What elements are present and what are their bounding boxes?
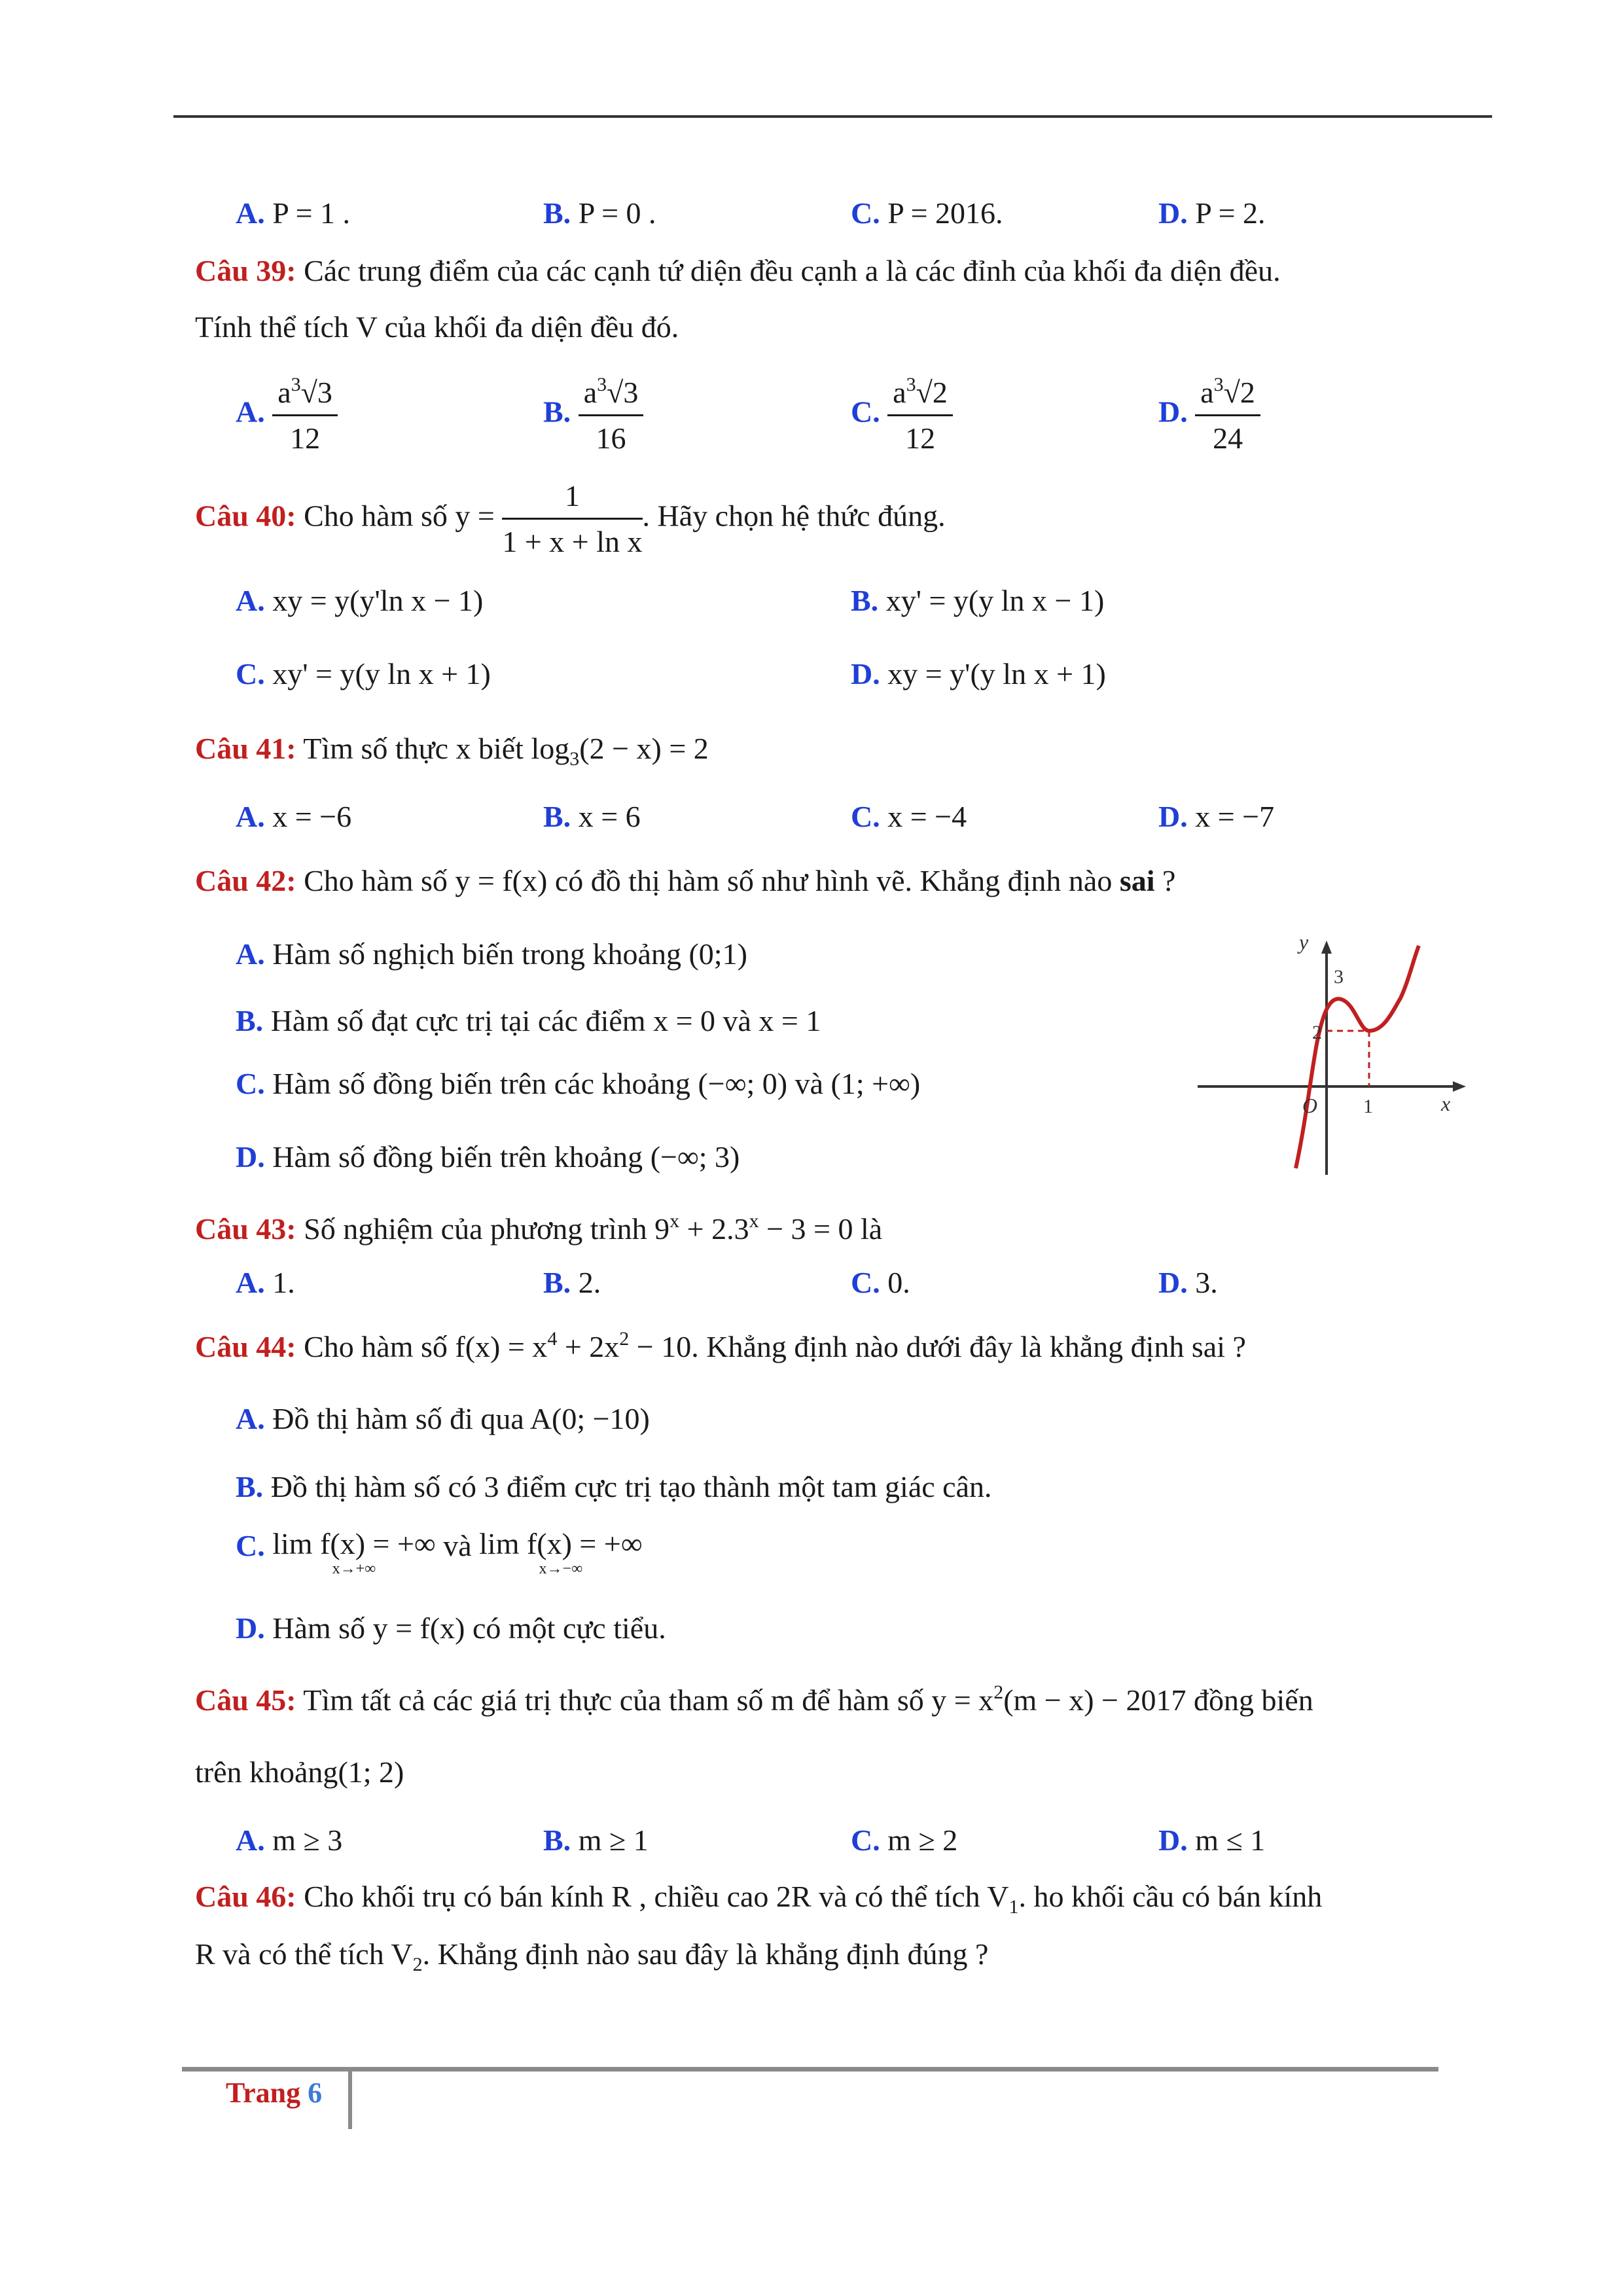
q42-function-graph: [1198, 926, 1472, 1175]
q40-question: Câu 40: Cho hàm số y = $\frac{1}{\text{1 + x + ln x}}$ . Hãy chọn hệ thức đúng.: [195, 479, 946, 559]
q42-option-d: D. Hàm số đồng biến trên khoảng (−∞; 3): [236, 1140, 740, 1174]
function-curve: [1296, 946, 1419, 1168]
q45-option-a: A. m ≥ 3: [236, 1823, 343, 1857]
q39-option-c: C. $\frac{a^3√2}{12}$: [851, 373, 953, 456]
q45-option-d: D. m ≤ 1: [1158, 1823, 1266, 1857]
origin-label: O: [1302, 1094, 1318, 1117]
q41-question: Câu 41: Tìm số thực x biết $\log_3(2 - x) = 2$: [195, 732, 709, 770]
q44-label: Câu 44:: [195, 1330, 296, 1363]
q40-option-c: C. xy' = y(y ln x + 1): [236, 657, 491, 691]
q38-option-a: A. P = 1 .: [236, 196, 351, 230]
q43-question: Câu 43: Số nghiệm của phương trình $9^x + 2.3^x - 3 = 0$ là: [195, 1210, 883, 1246]
q42-label: Câu 42:: [195, 864, 296, 897]
q46-label: Câu 46:: [195, 1880, 296, 1913]
y-axis-arrow: [1321, 941, 1332, 954]
footer-label: Trang: [226, 2077, 301, 2109]
q39-line1: Câu 39: Các trung điểm của các cạnh tứ diện đều cạnh a là các đỉnh của khối đa diện đều.: [195, 254, 1281, 287]
q46-line2: R và có thể tích $V_2$. Khẳng định nào sau đây là khẳng định đúng ?: [195, 1937, 989, 1975]
y-axis-label: y: [1299, 930, 1309, 954]
footer-rule: [182, 2067, 1438, 2072]
q40-option-a: A. xy = y(y'ln x − 1): [236, 584, 484, 617]
q43-option-b: B. 2.: [543, 1266, 601, 1299]
q46-line1: Câu 46: Cho khối trụ có bán kính R , chiều cao 2R và có thể tích $V_1$. ho khối cầu có bán kính: [195, 1880, 1323, 1918]
q45-option-c: C. m ≥ 2: [851, 1823, 958, 1857]
q45-question: Câu 45: Tìm tất cả các giá trị thực của tham số m để hàm số $y = x^2(m - x) - 2017$ đồng biến: [195, 1681, 1313, 1717]
q44-option-d: D. Hàm số y = f(x) có một cực tiểu.: [236, 1611, 666, 1645]
q45-label: Câu 45:: [195, 1683, 296, 1717]
q43-label: Câu 43:: [195, 1212, 296, 1246]
q41-option-b: B. x = 6: [543, 800, 641, 833]
q42-option-a: A. Hàm số nghịch biến trong khoảng (0;1): [236, 937, 747, 971]
q40-label: Câu 40:: [195, 499, 296, 533]
q44-option-b: B. Đồ thị hàm số có 3 điểm cực trị tạo thành một tam giác cân.: [236, 1470, 992, 1503]
q38-option-b: B. P = 0 .: [543, 196, 656, 230]
q41-option-c: C. x = −4: [851, 800, 967, 833]
q38-option-d: D. P = 2.: [1158, 196, 1266, 230]
q39-option-b: B. $\frac{a^3√3}{16}$: [543, 373, 643, 456]
header-rule: [173, 115, 1492, 118]
page-footer: [226, 2076, 322, 2111]
q40-option-b: B. xy' = y(y ln x − 1): [851, 584, 1105, 617]
q38-option-c: C. P = 2016.: [851, 196, 1003, 230]
tick-label-1: 1: [1363, 1096, 1373, 1117]
q45-line2: trên khoảng(1; 2): [195, 1755, 404, 1789]
q42-question: Câu 42: Cho hàm số y = f(x) có đồ thị hàm số như hình vẽ. Khẳng định nào sai ?: [195, 864, 1176, 897]
q39-label: Câu 39:: [195, 254, 296, 287]
footer-divider: [348, 2072, 352, 2129]
q40-option-d: D. xy = y'(y ln x + 1): [851, 657, 1106, 691]
q44-option-c: C. lim f(x) = +∞ x→+∞ và lim f(x) = +∞ x→−∞: [236, 1527, 643, 1577]
x-axis-label: x: [1441, 1092, 1451, 1115]
q42-option-c: C. Hàm số đồng biến trên các khoảng (−∞; 0) và (1; +∞): [236, 1067, 921, 1100]
q44-option-a: A. Đồ thị hàm số đi qua A(0; −10): [236, 1402, 650, 1435]
q39-option-a: A. $\frac{a^3√3}{12}$: [236, 373, 338, 456]
x-axis-arrow: [1453, 1081, 1466, 1092]
q43-option-a: A. 1.: [236, 1266, 295, 1299]
tick-label-2: 2: [1312, 1022, 1322, 1043]
q44-question: Câu 44: Cho hàm số $f(x) = x^4 + 2x^2 - 10$. Khẳng định nào dưới đây là khẳng định sai ?: [195, 1328, 1246, 1363]
q45-option-b: B. m ≥ 1: [543, 1823, 649, 1857]
tick-label-3: 3: [1334, 966, 1344, 988]
q43-option-d: D. 3.: [1158, 1266, 1218, 1299]
page-number: 6: [308, 2077, 323, 2109]
q41-option-d: D. x = −7: [1158, 800, 1275, 833]
q42-option-b: B. Hàm số đạt cực trị tại các điểm x = 0 và x = 1: [236, 1004, 821, 1037]
q39-option-d: D. $\frac{a^3√2}{24}$: [1158, 373, 1260, 456]
q43-option-c: C. 0.: [851, 1266, 910, 1299]
q41-label: Câu 41:: [195, 732, 296, 765]
q39-line2: Tính thể tích V của khối đa diện đều đó.: [195, 310, 679, 344]
q41-option-a: A. x = −6: [236, 800, 352, 833]
